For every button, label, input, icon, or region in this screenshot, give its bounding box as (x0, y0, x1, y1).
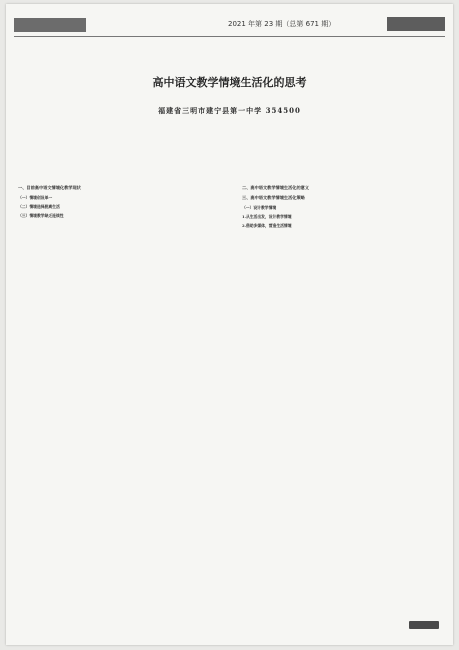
column-label (14, 18, 86, 32)
article-affiliation: 福建省三明市建宁县第一中学 354500 (158, 106, 301, 115)
subsection-heading: （一）设计教学情境 (242, 205, 277, 210)
journal-label (387, 17, 445, 31)
issue-info: 2021 年第 23 期（总第 671 期） (228, 20, 336, 28)
right-column (242, 184, 444, 231)
subsection-heading: 2.借助多媒体，营造生活情境 (242, 223, 292, 228)
section-heading: 三、高中语文教学情境生活化策略 (242, 195, 305, 200)
left-column (18, 184, 220, 221)
article-title: 高中语文教学情境生活化的思考 (152, 76, 307, 89)
subsection-heading: （一）情境创设单一 (18, 195, 53, 200)
subsection-heading: （二）情境选择脱离生活 (18, 204, 60, 209)
subsection-heading: 1.从生活出发，设计教学情境 (242, 214, 292, 219)
section-heading: 二、高中语文教学情境生活化的意义 (242, 185, 310, 190)
section-heading: 一、目前高中语文情境化教学现状 (18, 185, 81, 190)
page-number (409, 621, 439, 629)
journal-page (6, 4, 453, 645)
header-rule (14, 36, 445, 37)
subsection-heading: （三）情境教学缺乏连续性 (18, 213, 64, 218)
